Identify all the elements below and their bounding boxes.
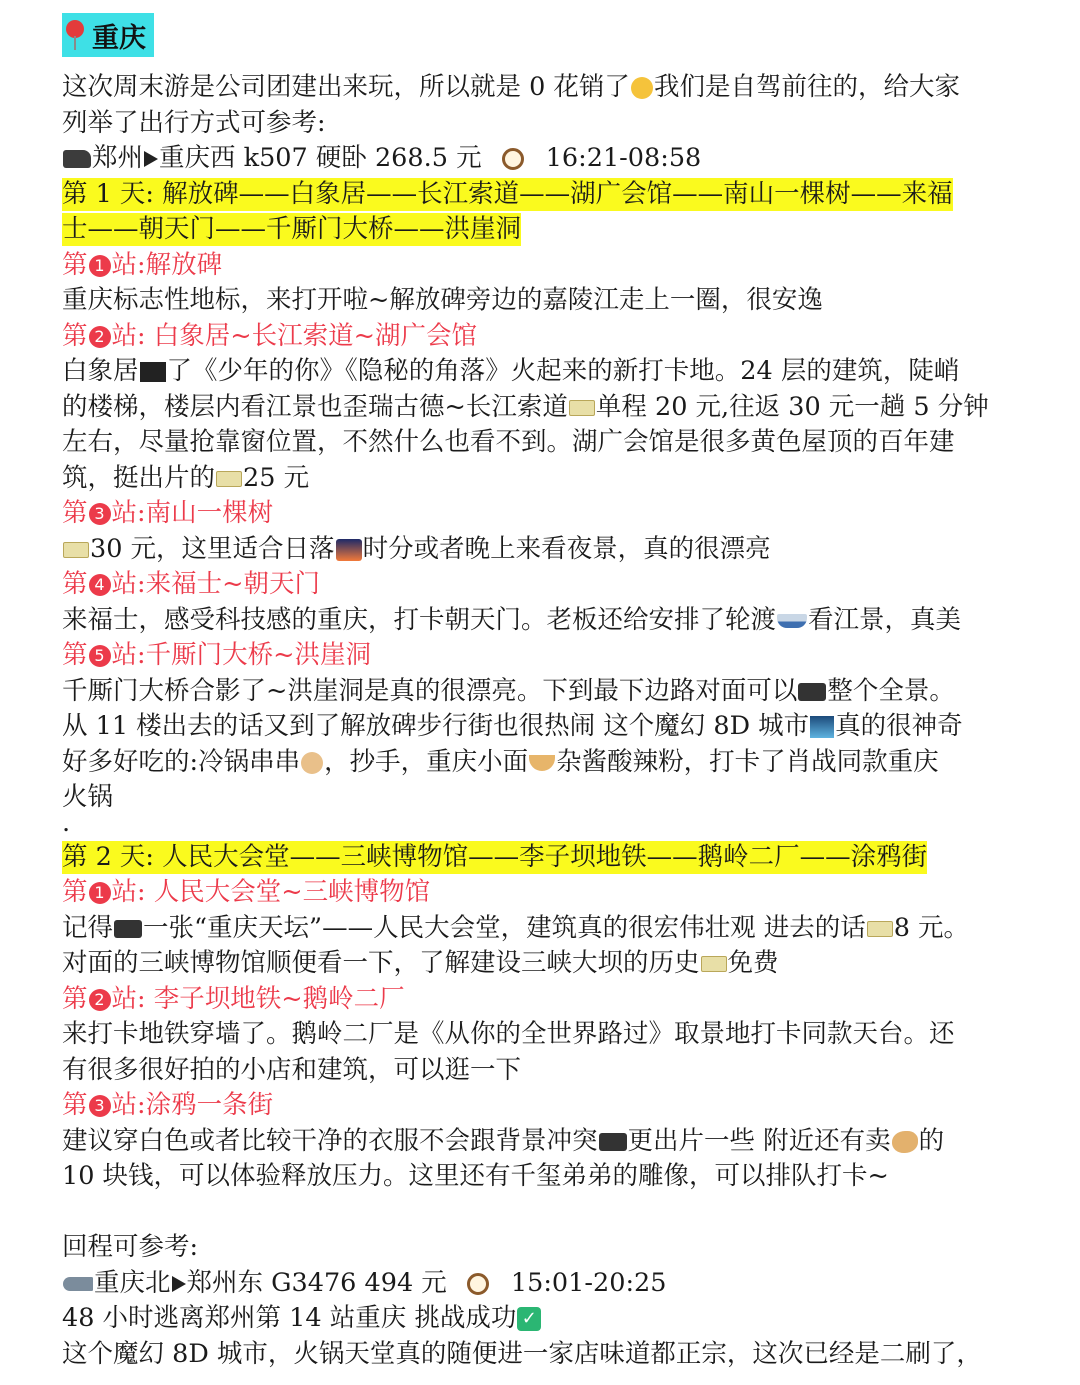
train-icon xyxy=(63,150,91,168)
ship-icon xyxy=(777,614,807,628)
article-body xyxy=(62,70,1018,1372)
day1-station5-title: 第 5 站:千厮门大桥~洪崖洞 xyxy=(62,640,371,670)
number-circle-icon: 1 xyxy=(89,882,111,904)
number-circle-icon: 3 xyxy=(89,1095,111,1117)
clock-icon xyxy=(467,1273,489,1295)
day1-station4-title: 第 4 站:来福士~朝天门 xyxy=(62,569,320,599)
skewer-icon xyxy=(301,752,323,774)
challenge-line: 48 小时逃离郑州第 14 站重庆 挑战成功 ✓ xyxy=(62,1301,1018,1337)
camera-icon xyxy=(599,1133,627,1151)
night-city-icon xyxy=(810,716,834,738)
number-circle-icon: 2 xyxy=(89,989,111,1011)
winking-face-icon xyxy=(631,77,653,99)
day1-station5-body-3: 好多好吃的:冷锅串串 ，抄手，重庆小面 杂酱酸辣粉，打卡了肖战同款重庆 xyxy=(62,746,939,777)
sunset-icon xyxy=(336,539,362,561)
return-label: 回程可参考: xyxy=(62,1232,199,1262)
spacer xyxy=(62,1195,1018,1231)
day1-station2-body-3: 左右，尽量抢靠窗位置，不然什么也看不到。湖广会馆是很多黄色屋顶的百年建 xyxy=(62,427,955,457)
day2-station2-title: 第 2 站: 李子坝地铁~鹅岭二厂 xyxy=(62,983,405,1014)
arrow-right-icon xyxy=(144,151,158,167)
day2-station3-title: 第 3 站:涂鸦一条街 xyxy=(62,1090,274,1120)
clock-icon xyxy=(502,148,524,170)
number-circle-icon: 4 xyxy=(89,574,111,596)
intro-line-2: 列举了出行方式可参考: xyxy=(62,107,326,138)
day1-station5-body-4: 火锅 xyxy=(62,782,114,812)
day2-station1-body-2: 对面的三峡博物馆顺便看一下，了解建设三峡大坝的历史 免费 xyxy=(62,948,779,978)
day1-heading-line-2: 士——朝天门——千厮门大桥——洪崖洞 xyxy=(62,214,522,244)
intro-line-1: 这次周末游是公司团建出来玩，所以就是 0 花销了 我们是自驾前往的，给大家 xyxy=(62,72,960,102)
camera-icon xyxy=(798,683,826,701)
day1-station2-body-2: 的楼梯，楼层内看江景也歪瑞古德~长江索道 单程 20 元,往返 30 元一趟 5 分钟 xyxy=(62,391,989,422)
day2-station1-title: 第 1 站: 人民大会堂~三峡博物馆 xyxy=(62,877,431,907)
ticket-icon xyxy=(63,542,89,558)
day2-station2-body-1: 来打卡地铁穿墙了。鹅岭二厂是《从你的全世界路过》取景地打卡同款天台。还 xyxy=(62,1019,955,1049)
number-circle-icon: 1 xyxy=(89,255,111,277)
clapper-board-icon xyxy=(140,362,166,382)
day1-station2-body-4: 筑，挺出片的 25 元 xyxy=(62,462,310,493)
title-text: 重庆 xyxy=(92,22,146,54)
camera-icon xyxy=(114,920,142,938)
day2-station3-body-1: 建议穿白色或者比较干净的衣服不会跟背景冲突 更出片一些 附近还有卖 的 xyxy=(62,1125,945,1156)
day2-station2-body-2: 有很多很好拍的小店和建筑，可以逛一下 xyxy=(62,1054,522,1085)
day1-station3-body: 30 元，这里适合日落 时分或者晚上来看夜景，真的很漂亮 xyxy=(62,532,1018,568)
closing-line: 这个魔幻 8D 城市，火锅天堂真的随便进一家店味道都正宗，这次已经是二刷了， xyxy=(62,1338,982,1369)
day2-station1-body-1: 记得 一张“重庆天坛”——人民大会堂，建筑真的很宏伟壮观 进去的话 8 元。 xyxy=(62,912,970,943)
day1-station1-body: 重庆标志性地标，来打开啦~解放碑旁边的嘉陵江走上一圈，很安逸 xyxy=(62,285,823,315)
round-pushpin-icon xyxy=(64,20,86,50)
title-tag xyxy=(62,13,154,57)
separator-dot: . xyxy=(62,815,71,838)
day1-station2-body-1: 白象居 了《少年的你》《隐秘的角落》火起来的新打卡地。24 层的建筑，陡峭 xyxy=(62,356,960,386)
day1-station4-body: 来福士，感受科技感的重庆，打卡朝天门。老板还给安排了轮渡 看江景，真美 xyxy=(62,604,962,635)
day1-heading-line-1: 第 1 天: 解放碑——白象居——长江索道——湖广会馆——南山一棵树——来福 xyxy=(62,178,953,209)
day1-station5-body-2: 从 11 楼出去的话又到了解放碑步行街也很热闹 这个魔幻 8D 城市 真的很神奇 xyxy=(62,711,963,741)
day1-station3-title: 第 3 站:南山一棵树 xyxy=(62,498,274,528)
ticket-icon xyxy=(867,921,893,937)
ticket-icon xyxy=(701,956,727,972)
ticket-icon xyxy=(216,471,242,487)
arrow-right-icon xyxy=(172,1276,186,1292)
number-circle-icon: 3 xyxy=(89,503,111,525)
palette-icon xyxy=(892,1131,918,1153)
day1-station5-body-1: 千厮门大桥合影了~洪崖洞是真的很漂亮。下到最下边路对面可以 整个全景。 xyxy=(62,675,955,706)
high-speed-train-icon xyxy=(63,1277,93,1291)
number-circle-icon: 5 xyxy=(89,645,111,667)
day1-station2-title: 第 2 站: 白象居~长江索道~湖广会馆 xyxy=(62,320,477,351)
day2-heading: 第 2 天: 人民大会堂——三峡博物馆——李子坝地铁——鹅岭二厂——涂鸦街 xyxy=(62,841,928,872)
noodle-bowl-icon xyxy=(529,755,555,771)
check-mark-icon: ✓ xyxy=(517,1307,541,1331)
day1-station1-title: 第 1 站:解放碑 xyxy=(62,249,223,280)
day2-station3-body-2: 10 块钱，可以体验释放压力。这里还有千玺弟弟的雕像，可以排队打卡~ xyxy=(62,1161,889,1191)
ticket-icon xyxy=(569,400,595,416)
number-circle-icon: 2 xyxy=(89,326,111,348)
return-train-line: 重庆北 郑州东 G3476 494 元 15:01-20:25 xyxy=(62,1266,1018,1302)
outbound-train-line: 郑州 重庆西 k507 硬卧 268.5 元 16:21-08:58 xyxy=(62,141,1018,177)
